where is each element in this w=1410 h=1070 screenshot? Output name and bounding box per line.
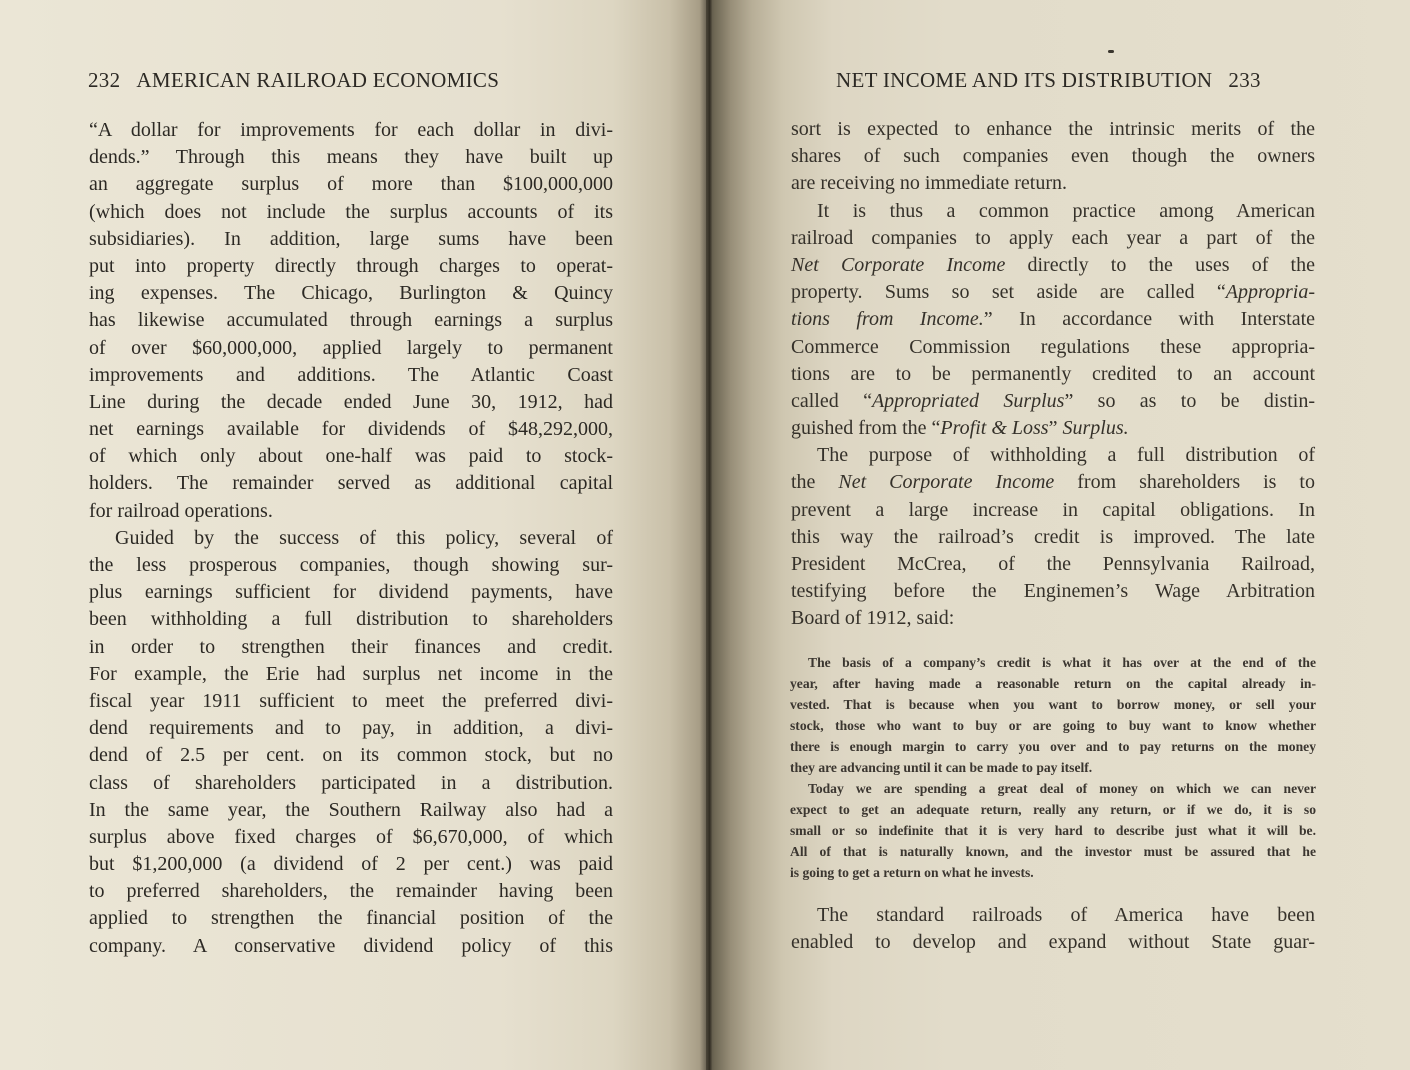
text-line: Commerce Commission regulations these appropria- <box>791 335 1315 358</box>
text-line: The purpose of withholding a full distribution of <box>817 444 1315 467</box>
quote-line: they are advancing until it can be made to pay itself. <box>790 760 1093 775</box>
text-line: enabled to develop and expand without State guar- <box>791 931 1315 954</box>
text-line: class of shareholders participated in a distribution. <box>89 771 613 794</box>
text-line: subsidiaries). In addition, large sums have been <box>89 227 613 250</box>
italic-term: tions from Income. <box>791 308 984 331</box>
text-line: ing expenses. The Chicago, Burlington & Quincy <box>89 282 613 305</box>
text-line: fiscal year 1911 sufficient to meet the preferred divi- <box>89 689 613 712</box>
right-running-head <box>836 68 1261 93</box>
text-line: are receiving no immediate return. <box>791 172 1067 195</box>
quote-line: Today we are spending a great deal of money on which we can never <box>808 781 1316 796</box>
italic-term: Surplus. <box>1062 417 1129 440</box>
paper-speck <box>1108 50 1114 53</box>
text-run: ” <box>1048 417 1063 440</box>
right-page-number: 233 <box>1228 68 1261 92</box>
italic-term: Net Corporate Income <box>838 471 1055 494</box>
quote-line: vested. That is because when you want to borrow money, or sell your <box>790 697 1316 712</box>
text-line: holders. The remainder served as additional capital <box>89 472 613 495</box>
right-body-text <box>791 116 1315 633</box>
quote-line: stock, those who want to buy or are going to buy want to know whether <box>790 718 1316 733</box>
block-quote <box>790 652 1316 883</box>
text-line: dends.” Through this means they have built up <box>89 146 613 169</box>
text-line: plus earnings sufficient for dividend payments, have <box>89 581 613 604</box>
text-line: (which does not include the surplus accounts of its <box>89 200 613 223</box>
text-line: Guided by the success of this policy, several of <box>115 526 613 549</box>
text-line: put into property directly through charges to operat- <box>89 254 613 277</box>
right-running-title: NET INCOME AND ITS DISTRIBUTION <box>836 68 1213 92</box>
text-run: the <box>791 471 839 494</box>
text-line <box>791 415 1315 442</box>
text-line <box>791 388 1315 415</box>
text-line: but $1,200,000 (a dividend of 2 per cent.) was paid <box>89 853 613 876</box>
text-line: applied to strengthen the financial position of the <box>89 907 613 930</box>
text-line: in order to strengthen their finances and credit. <box>89 635 613 658</box>
text-line: company. A conservative dividend policy of this <box>89 934 613 957</box>
italic-term: Appropria- <box>1225 281 1315 304</box>
left-running-head <box>88 68 499 93</box>
closing-paragraph <box>791 902 1315 956</box>
text-line: railroad companies to apply each year a part of the <box>791 226 1315 249</box>
text-line <box>791 306 1315 333</box>
quote-line: expect to get an adequate return, really any return, or if we do, it is so <box>790 802 1316 817</box>
text-line: of which only about one-half was paid to stock- <box>89 445 613 468</box>
text-run: called “ <box>791 389 872 412</box>
text-line: It is thus a common practice among American <box>817 199 1315 222</box>
text-run: guished from the “ <box>791 417 941 440</box>
text-line: shares of such companies even though the owners <box>791 145 1315 168</box>
text-line: been withholding a full distribution to shareholders <box>89 608 613 631</box>
text-line <box>791 252 1315 279</box>
text-line: The standard railroads of America have been <box>817 904 1315 926</box>
text-line: the less prosperous companies, though showing sur- <box>89 554 613 576</box>
text-line: Line during the decade ended June 30, 1912, had <box>89 390 613 413</box>
text-run: property. Sums so set aside are called “ <box>791 281 1226 304</box>
text-run: ” so as to be distin- <box>1064 389 1316 412</box>
text-line: to preferred shareholders, the remainder having been <box>89 880 613 903</box>
text-line <box>791 279 1315 306</box>
text-line: improvements and additions. The Atlantic Coast <box>89 363 613 386</box>
text-line: dend of 2.5 per cent. on its common stock, but no <box>89 744 613 767</box>
text-line: surplus above fixed charges of $6,670,000, of which <box>89 825 613 848</box>
text-line: this way the railroad’s credit is improved. The late <box>791 525 1315 548</box>
text-line: has likewise accumulated through earnings a surplus <box>89 309 613 332</box>
text-line: prevent a large increase in capital obligations. In <box>791 498 1315 521</box>
text-run: directly to the uses of the <box>1005 253 1315 276</box>
text-line: sort is expected to enhance the intrinsic merits of the <box>791 118 1315 140</box>
left-page-number: 232 <box>88 68 121 92</box>
quote-line: The basis of a company’s credit is what it has over at the end of the <box>808 655 1316 670</box>
text-line: For example, the Erie had surplus net income in the <box>89 662 613 685</box>
quote-line: year, after having made a reasonable return on the capital already in- <box>790 676 1316 691</box>
quote-line: there is enough margin to carry you over and to pay returns on the money <box>790 739 1316 754</box>
text-line: dend requirements and to pay, in addition, a divi- <box>89 717 613 740</box>
text-line: net earnings available for dividends of $48,292,000, <box>89 418 613 441</box>
quote-line: is going to get a return on what he invests. <box>790 865 1034 880</box>
quote-line: All of that is naturally known, and the investor must be assured that he <box>790 844 1316 859</box>
text-run: from shareholders is to <box>1054 471 1315 494</box>
text-line: Board of 1912, said: <box>791 607 955 630</box>
text-line <box>791 469 1315 496</box>
book-gutter <box>700 0 712 1070</box>
text-line: “A dollar for improvements for each dollar in divi- <box>89 119 613 141</box>
text-line: In the same year, the Southern Railway also had a <box>89 798 613 821</box>
text-line: an aggregate surplus of more than $100,000,000 <box>89 173 613 196</box>
text-line: tions are to be permanently credited to an account <box>791 362 1315 385</box>
text-line: for railroad operations. <box>89 499 273 522</box>
text-run: ” In accordance with Interstate <box>983 308 1316 331</box>
text-line: of over $60,000,000, applied largely to permanent <box>89 336 613 359</box>
text-line: President McCrea, of the Pennsylvania Railroad, <box>791 553 1315 575</box>
text-line: testifying before the Enginemen’s Wage Arbitration <box>791 580 1315 603</box>
italic-term: Profit & Loss <box>940 417 1049 440</box>
left-running-title: AMERICAN RAILROAD ECONOMICS <box>136 68 500 92</box>
left-body-text <box>89 117 613 960</box>
italic-term: Appropriated Surplus <box>871 389 1065 412</box>
italic-term: Net Corporate Income <box>791 253 1006 276</box>
quote-line: small or so indefinite that it is very hard to describe just what it will be. <box>790 823 1316 838</box>
